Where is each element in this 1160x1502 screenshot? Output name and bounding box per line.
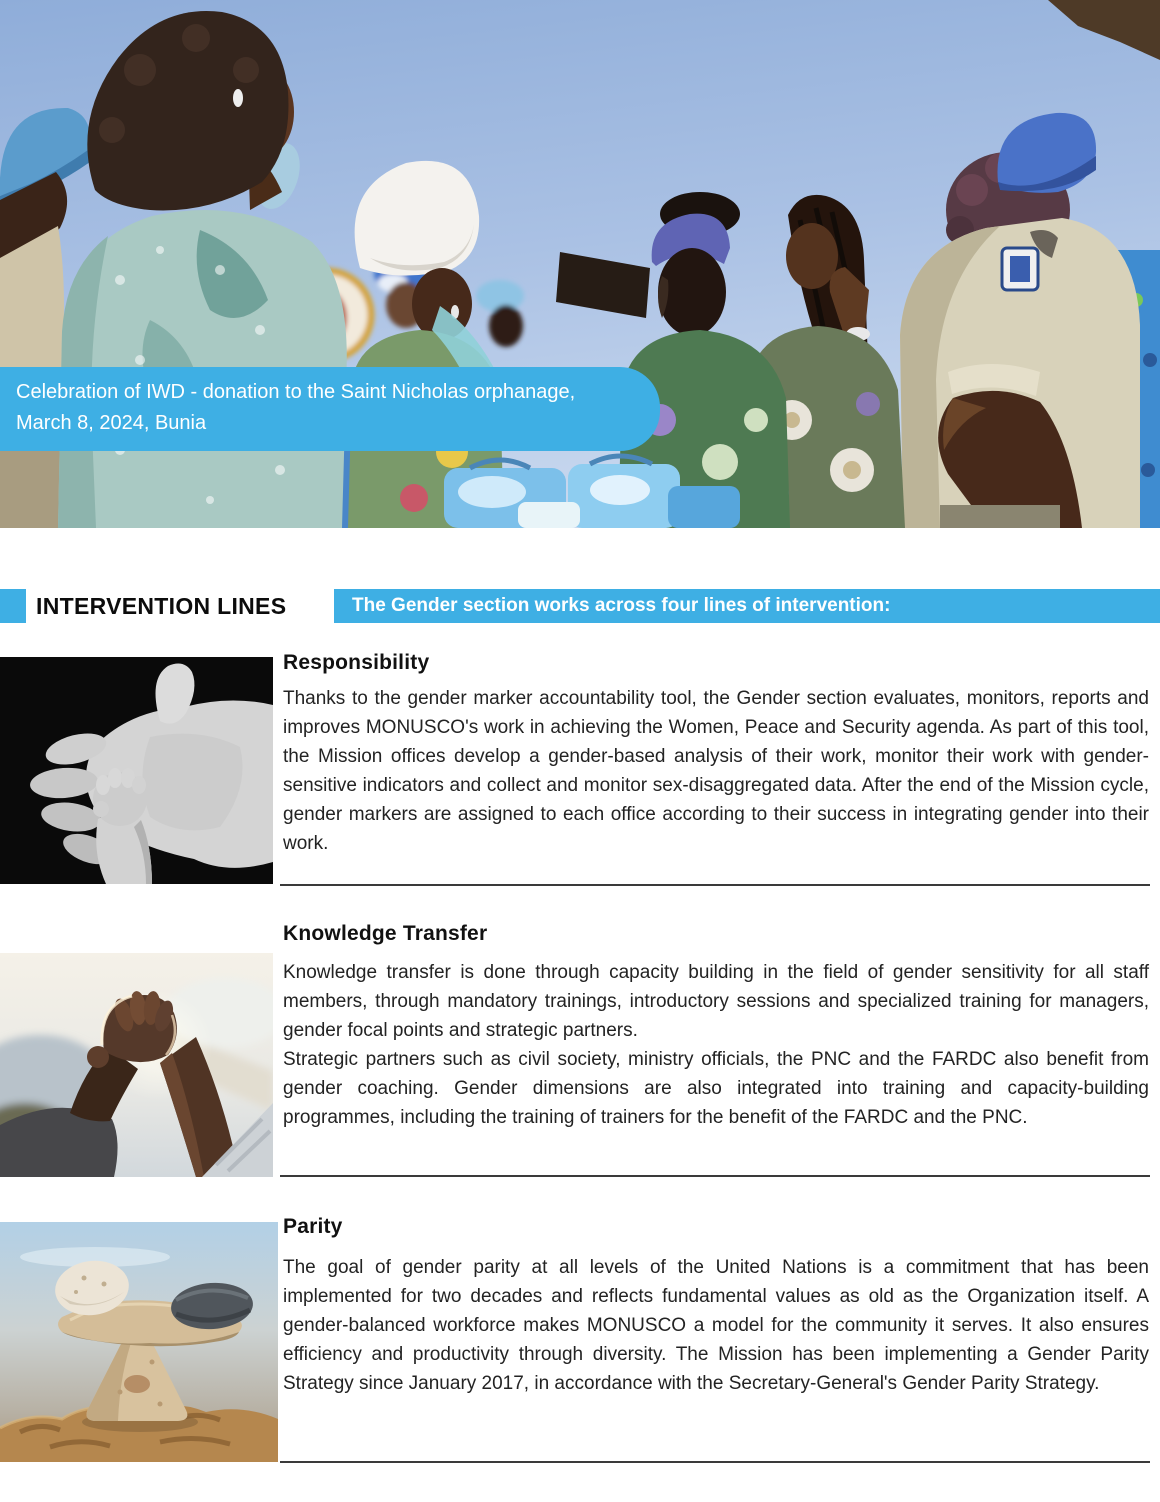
knowledge-transfer-section [283,922,1149,1132]
section-divider [280,1461,1150,1463]
responsibility-image [0,657,273,884]
hero-photo [0,0,1160,528]
balanced-stones [0,1222,278,1462]
clasped-hands [0,953,273,1177]
section-heading-parity: Parity [283,1215,343,1238]
caption-line-1: Celebration of IWD - donation to the Saint Nicholas orphanage, [16,381,576,403]
adult-hand-holding-baby-hand [0,657,273,884]
knowledge-transfer-image [0,953,273,1177]
section-paragraph: Thanks to the gender marker accountability tool, the Gender section evaluates, monitors, reports and improves MONUSCO's work in achieving the Women, Peace and Security agenda. As part of this tool, the Mission offices develop a gender-based analysis of their work, monitor their work with gender-sensitive indicators and collect and monitor sex-disaggregated data. After the end of the Mission cycle, gender markers are assigned to each office according to their success in integrating gender into their work. [283,688,1149,854]
page-title: INTERVENTION LINES [36,593,287,619]
parity-section [283,1215,1149,1398]
section-heading-responsibility: Responsibility [283,651,430,674]
caption-line-2: March 8, 2024, Bunia [16,412,207,434]
responsibility-section [283,651,1149,858]
page-subtitle: The Gender section works across four lines of intervention: [352,595,891,616]
section-paragraph: Strategic partners such as civil society, ministry officials, the PNC and the FARDC also benefit from gender coaching. Gender dimensions are also integrated into training and capacity-building programmes, including the training of trainers for the benefit of the FARDC and the PNC. [283,1049,1149,1128]
accent-square [0,589,26,623]
photo-caption [0,367,660,451]
section-paragraph: The goal of gender parity at all levels of the United Nations is a commitment that has been implemented for two decades and reflects fundamental values as old as the Organization itself. A gender-balanced workforce makes MONUSCO a model for the community it serves. It also ensures efficiency and productivity through diversity. The Mission has been implementing a Gender Parity Strategy since January 2017, in accordance with the Secretary-General's Gender Parity Strategy. [283,1257,1149,1394]
section-divider [280,884,1150,886]
parity-image [0,1222,278,1462]
section-divider [280,1175,1150,1177]
page-subtitle-bar [334,589,1160,623]
baby-hand [93,768,152,884]
section-heading-knowledge-transfer: Knowledge Transfer [283,922,488,945]
section-paragraph: Knowledge transfer is done through capacity building in the field of gender sensitivity for all staff members, through mandatory trainings, introductory sessions and specialized training for managers, gender focal points and strategic partners. [283,962,1149,1041]
